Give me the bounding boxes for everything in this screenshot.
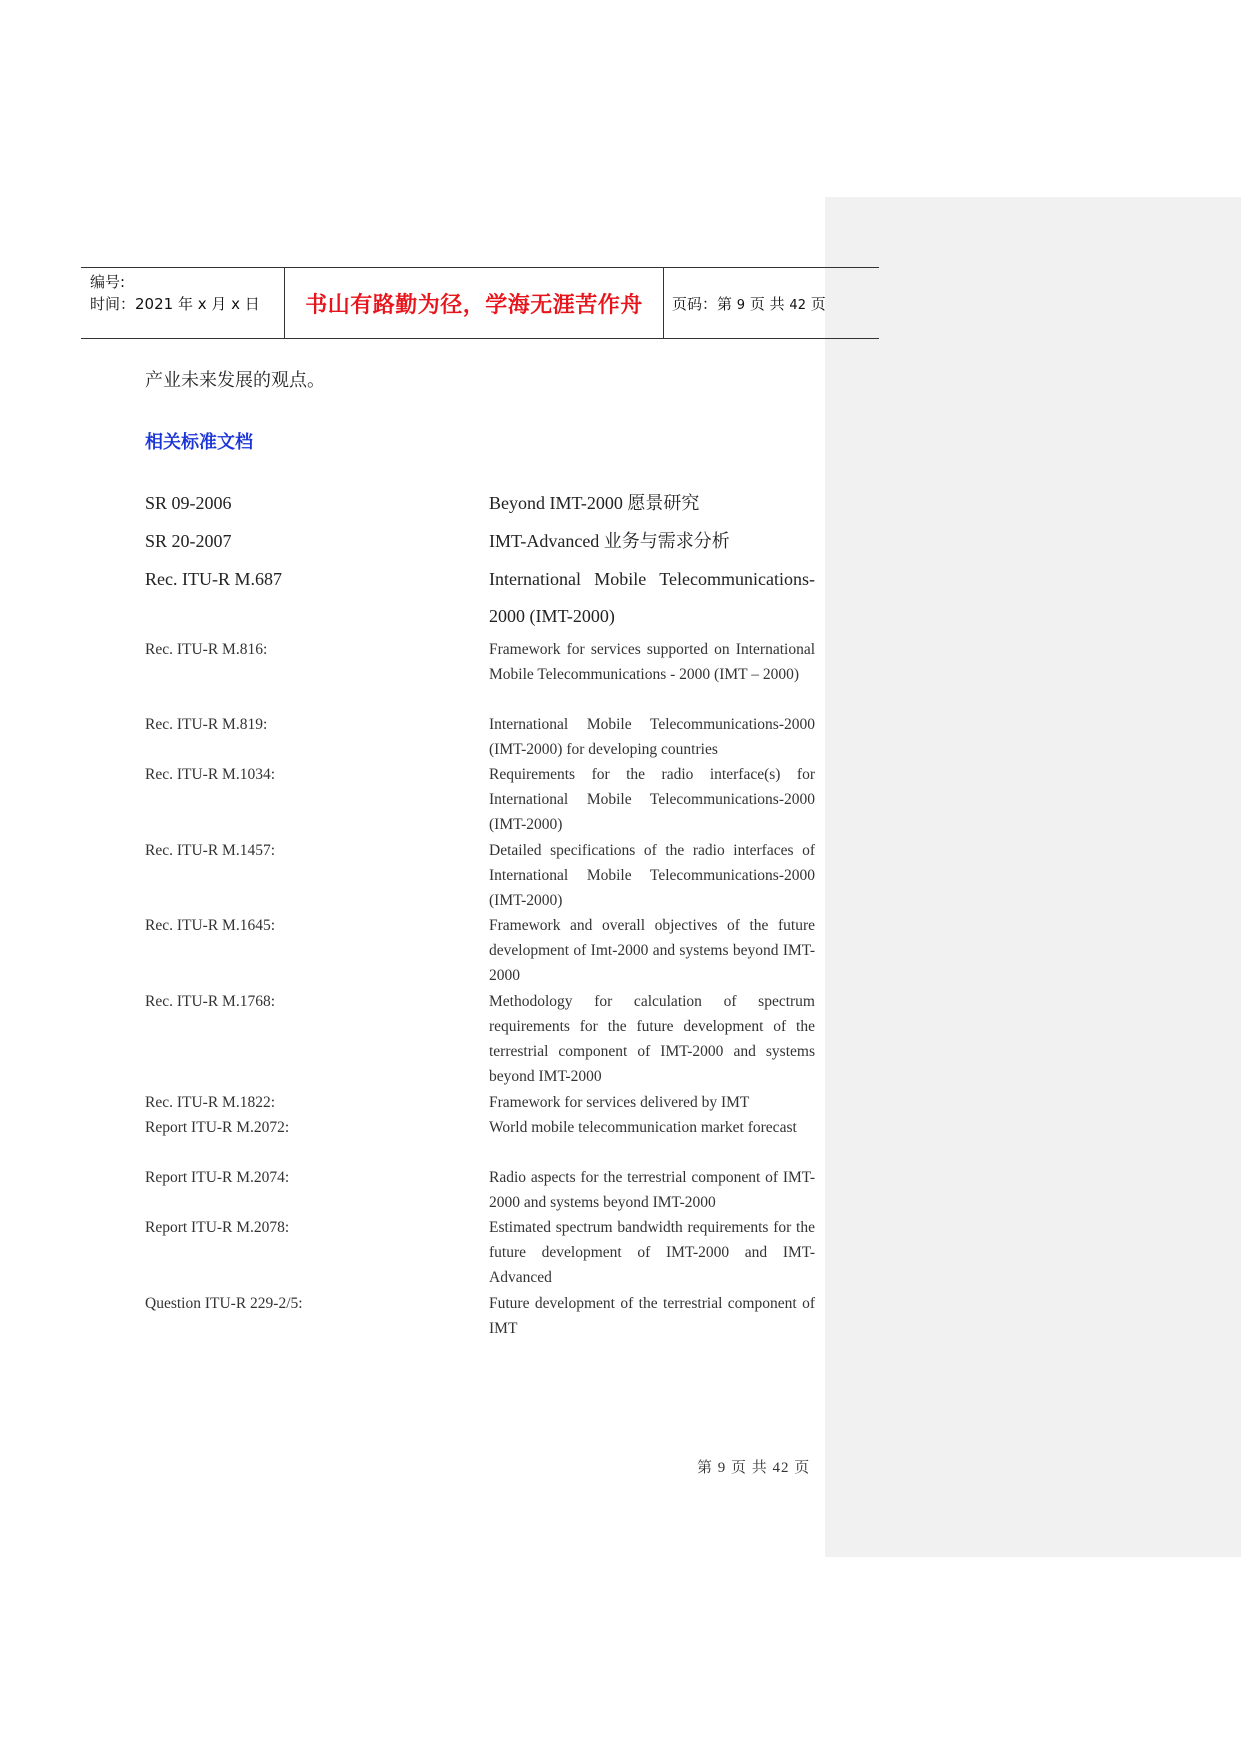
ref-code: Rec. ITU-R M.1034: — [145, 766, 276, 783]
ref-desc: Framework for services supported on International Mobile Telecommunications - 2000 (IMT – 2000) — [489, 641, 815, 683]
ref-desc: Methodology for calculation of spectrum requirements for the future development of the terrestrial component of IMT-2000 and systems beyond IMT-2000 — [489, 993, 815, 1085]
page-total: 42 — [789, 297, 806, 313]
header-page-cell — [663, 268, 879, 338]
ref-desc: Beyond IMT-2000 愿景研究 — [489, 493, 700, 513]
ref-code: Rec. ITU-R M.1822: — [145, 1094, 276, 1111]
ref-code: Rec. ITU-R M.1768: — [145, 993, 276, 1010]
ref-code: Rec. ITU-R M.819: — [145, 716, 268, 733]
time-label: 时间：2021 年 x 月 x 日 — [90, 295, 260, 313]
ref-code: SR 09-2006 — [145, 493, 232, 513]
number-label: 编号: — [90, 273, 126, 291]
ref-desc: Detailed specifications of the radio interfaces of International Mobile Telecommunications-2000 (IMT-2000) — [489, 842, 815, 909]
ref-code: SR 20-2007 — [145, 531, 232, 551]
ref-code: Report ITU-R M.2074: — [145, 1169, 290, 1186]
ref-desc: Framework for services delivered by IMT — [489, 1094, 750, 1111]
section-title: 相关标准文档 — [145, 432, 253, 452]
page-footer: 第 9 页 共 42 页 — [697, 1460, 811, 1476]
ref-code: Rec. ITU-R M.687 — [145, 569, 282, 589]
comment-pane — [825, 197, 1241, 1557]
ref-desc: World mobile telecommunication market forecast — [489, 1119, 797, 1136]
page-code-suffix: 页 — [810, 294, 826, 313]
motto-text: 书山有路勤为径，学海无涯苦作舟 — [305, 291, 643, 318]
ref-code: Report ITU-R M.2078: — [145, 1219, 290, 1236]
ref-desc: Estimated spectrum bandwidth requirements for the future development of IMT-2000 and IMT-Advanced — [489, 1219, 815, 1286]
header-info-cell — [81, 268, 285, 338]
ref-code: Rec. ITU-R M.1645: — [145, 917, 276, 934]
page-code-prefix: 页码：第 — [672, 294, 733, 313]
ref-code: Question ITU-R 229-2/5: — [145, 1295, 303, 1312]
page-header — [81, 267, 879, 339]
ref-code: Rec. ITU-R M.816: — [145, 641, 268, 658]
ref-desc: Radio aspects for the terrestrial component of IMT-2000 and systems beyond IMT-2000 — [489, 1169, 815, 1211]
ref-desc: Future development of the terrestrial component of IMT — [489, 1295, 815, 1337]
ref-desc: Framework and overall objectives of the future development of Imt-2000 and systems beyond IMT-2000 — [489, 917, 815, 984]
ref-desc: IMT-Advanced 业务与需求分析 — [489, 531, 730, 551]
page-code-mid: 页 共 — [749, 294, 785, 313]
page-current: 9 — [736, 297, 746, 313]
header-motto-cell — [284, 268, 664, 338]
ref-code: Report ITU-R M.2072: — [145, 1119, 290, 1136]
intro-text: 产业未来发展的观点。 — [145, 370, 325, 390]
ref-desc: International Mobile Telecommunications-2000 (IMT-2000) — [489, 569, 815, 626]
ref-desc: Requirements for the radio interface(s) for International Mobile Telecommunications-2000 (IMT-2000) — [489, 766, 815, 833]
page-code — [672, 293, 826, 314]
ref-desc: International Mobile Telecommunications-2000 (IMT-2000) for developing countries — [489, 716, 815, 758]
ref-code: Rec. ITU-R M.1457: — [145, 842, 276, 859]
